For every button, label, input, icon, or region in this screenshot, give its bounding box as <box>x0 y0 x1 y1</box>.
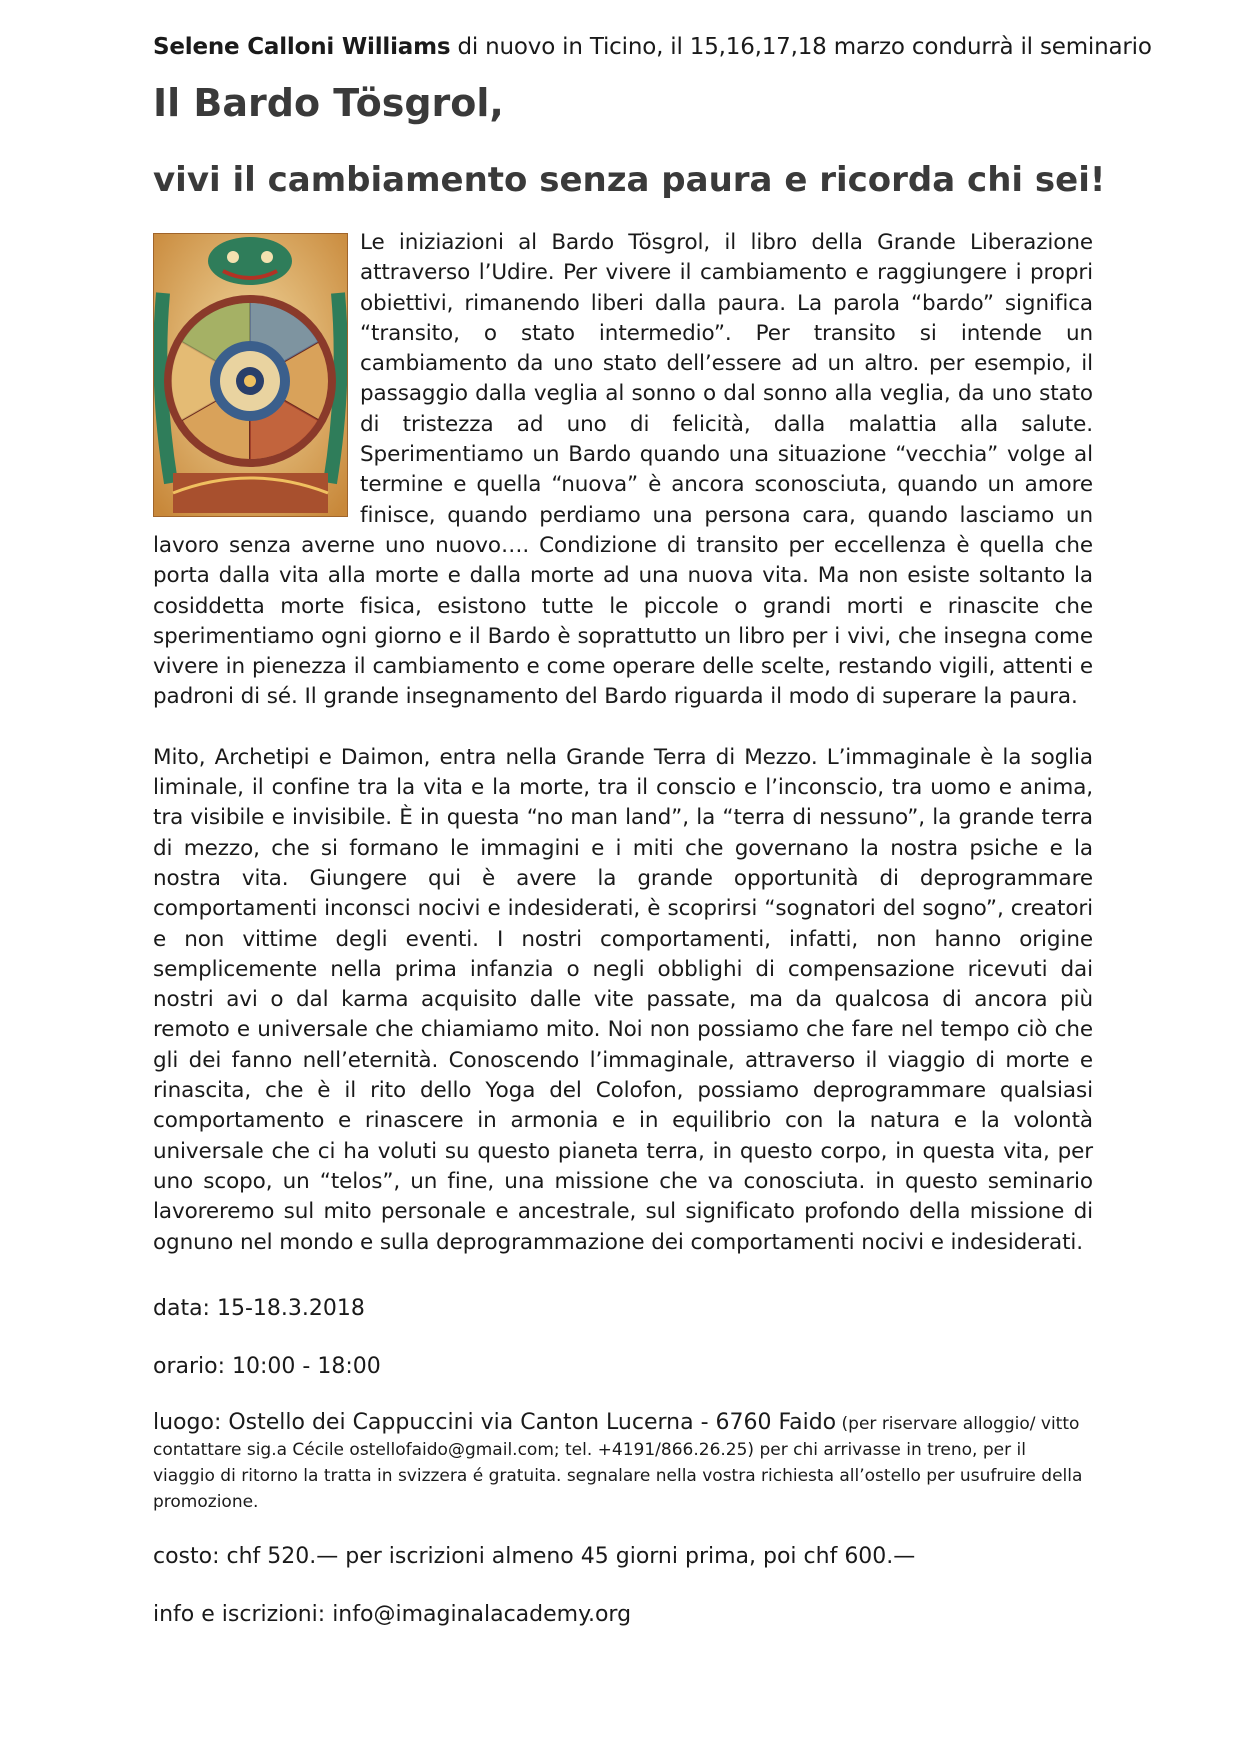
event-contact: info e iscrizioni: info@imaginalacademy.org <box>153 1601 632 1627</box>
event-time: orario: 10:00 - 18:00 <box>153 1353 381 1379</box>
author-name: Selene Calloni Williams <box>153 34 451 60</box>
event-date: data: 15-18.3.2018 <box>153 1295 365 1321</box>
intro-text: di nuovo in Ticino, il 15,16,17,18 marzo condurrà il seminario <box>450 34 1152 60</box>
page-title: Il Bardo Tösgrol, <box>153 81 504 125</box>
document-content <box>153 30 1152 1630</box>
page-subtitle: vivi il cambiamento senza paura e ricorda chi sei! <box>153 160 1106 200</box>
paragraph-mito: Mito, Archetipi e Daimon, entra nella Grande Terra di Mezzo. L’immaginale è la soglia liminale, il confine tra la vita e la morte, tra il conscio e l’inconscio, tra uomo e anima, tra visibile e invisibile. È in questa “no man land”, la “terra di nessuno”, la grande terra di mezzo, che si formano le immagini e i miti che governano la nostra psiche e la nostra vita. Giungere qui è avere la grande opportunità di deprogrammare comportamenti inconsci nocivi e indesiderati, è scoprirsi “sognatori del sogno”, creatori e non vittime degli eventi. I nostri comportamenti, infatti, non hanno origine semplicemente nella prima infanzia o negli obblighi di compensazione ricevuti dai nostri avi o dal karma acquisito dalle vite passate, ma da qualcosa di ancora più remoto e universale che chiamiamo mito. Noi non possiamo che fare nel tempo ciò che gli dei fanno nell’eternità. Conoscendo l’immaginale, attraverso il viaggio di morte e rinascita, che è il rito dello Yoga del Colofon, possiamo deprogrammare qualsiasi comportamento e rinascere in armonia e in equilibrio con la natura e la volontà universale che ci ha voluti su questo pianeta terra, in questo corpo, in questa vita, per uno scopo, un “telos”, un fine, una missione che va conosciuta. in questo seminario lavoreremo sul mito personale e ancestrale, sul significato profondo della missione di ognuno nel mondo e sulla deprogrammazione dei comportamenti nocivi e indesiderati. <box>153 744 1093 1255</box>
intro-line <box>153 30 1152 64</box>
event-cost: costo: chf 520.— per iscrizioni almeno 45 giorni prima, poi chf 600.— <box>153 1543 916 1569</box>
wheel-of-life-icon <box>153 233 348 517</box>
paragraph-bardo: Le iniziazioni al Bardo Tösgrol, il libro della Grande Liberazione attraverso l’Udire. Per vivere il cambiamento e raggiungere i propri obiettivi, rimanendo liberi dalla paura. La parola “bardo” significa “transito, o stato intermedio”. Per transito si intende un cambiamento da uno stato dell’essere ad un altro. per esempio, il passaggio dalla veglia al sonno o dal sonno alla veglia, da uno stato di tristezza ad uno di felicità, dalla malattia alla salute. Sperimentiamo un Bardo quando una situazione “vecchia” volge al termine e quella “nuova” è ancora sconosciuta, quando un amore finisce, quando perdiamo una persona cara, quando lasciamo un lavoro senza averne uno nuovo…. Condizione di transito per eccellenza è quella che porta dalla vita alla morte e dalla morte ad una nuova vita. Ma non esiste soltanto la cosiddetta morte fisica, esistono tutte le piccole o grandi morti e rinascite che sperimentiamo ogni giorno e il Bardo è soprattutto un libro per i vivi, che insegna come vivere in pienezza il cambiamento e come operare delle scelte, restando vigili, attenti e padroni di sé. Il grande insegnamento del Bardo riguarda il modo di superare la paura. <box>153 230 1093 710</box>
location-note: (per riservare alloggio/ vitto contattare sig.a Cécile ostellofaido@gmail.com; tel. +4191/866.26.25) per chi arrivasse in treno, per il viaggio di ritorno la tratta in svizzera é gratuita. segnalare nella vostra richiesta all’ostello per usufruire della promozione. <box>153 1413 1083 1512</box>
bhavachakra-image <box>153 233 348 517</box>
event-location <box>153 1410 1093 1514</box>
location-main: luogo: Ostello dei Cappuccini via Canton Lucerna - 6760 Faido <box>153 1409 837 1435</box>
